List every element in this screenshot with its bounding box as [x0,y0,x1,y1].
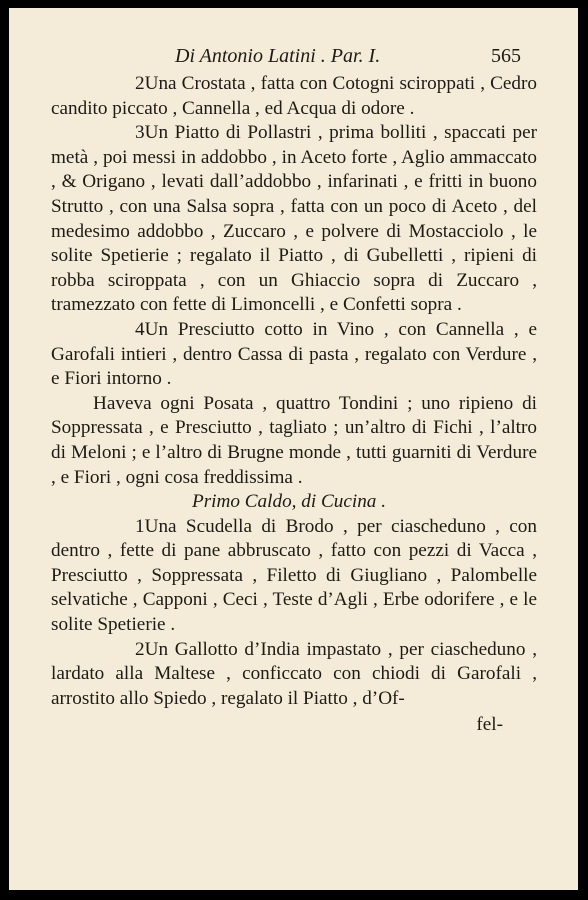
text-block [51,44,537,738]
book-page [9,8,578,890]
paragraph-3 [51,121,537,318]
paragraph-text: Un Presciutto cotto in Vino , con Cannella , e Garofali intieri , dentro Cassa di pasta , regalato con Verdure , e Fiori intorno . [51,318,537,390]
page-header [51,44,537,70]
paragraph-2-caldo [51,638,537,712]
page-number: 565 [491,45,521,67]
paragraph-text: Una Scudella di Brodo , per ciascheduno , con dentro , fette di pane abbruscato , fatto con pezzi di Vacca , Presciutto , Soppressata , Filetto di Giugliano , Palombelle selvatiche , Capponi , Ceci , Teste d’Agli , Erbe odorifere , e le solite Spetierie . [51,515,537,636]
item-number: 3 [135,122,145,144]
paragraph-text: Haveva ogni Posata , quattro Tondini ; uno ripieno di Soppressata , e Presciutto , tagliato ; un’altro di Fichi , l’altro di Meloni ; e l’altro di Brugne monde , tutti guarniti di Verdure , e Fiori , ogni cosa freddissima . [51,392,537,488]
paragraph-text: Un Gallotto d’India impastato , per ciascheduno , lardato alla Maltese , conficcato con chiodi di Garofali , arrostito allo Spiedo , regalato il Piatto , d’Of- [51,638,537,709]
paragraph-2 [51,72,537,121]
paragraph-place-setting [51,392,537,490]
section-heading: Primo Caldo, di Cucina . [191,491,386,513]
paragraph-1 [51,515,537,638]
item-number: 2 [135,638,145,660]
paragraph-text: Un Piatto di Pollastri , prima bolliti , spaccati per metà , poi messi in addobbo , in Aceto forte , Aglio ammaccato , & Origano , levati dall’addobbo , infarinati , e fritti in buono Strutto , con una Salsa sopra , fatta con un poco di Aceto , del medesimo addobbo , Zuccaro , e polvere di Mostacciolo , le solite Spetierie ; regalato il Piatto , di Gubelletti , ripieni di robba sciroppata , con un Ghiaccio sopra di Zuccaro , tramezzato con fette di Limoncelli , e Confetti sopra . [51,122,537,316]
paragraph-4 [51,318,537,392]
running-head: Di Antonio Latini . Par. I. [175,45,381,67]
paragraph-text: Una Crostata , fatta con Cotogni sciroppati , Cedro candito piccato , Cannella , ed Acqua di odore . [51,73,537,119]
item-number: 4 [135,318,145,340]
catchword: fel- [476,714,503,736]
item-number: 1 [135,515,145,537]
item-number: 2 [135,73,145,94]
